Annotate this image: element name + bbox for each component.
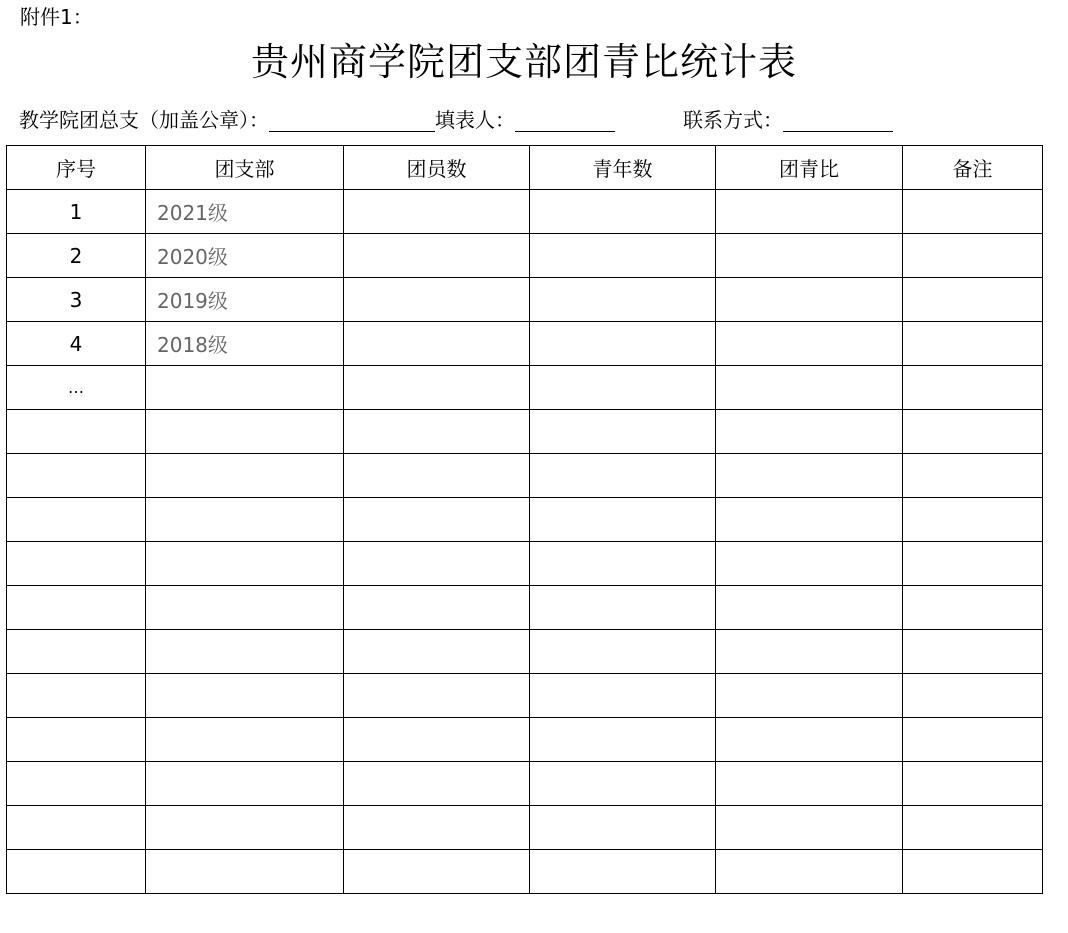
table-row [7,366,1043,410]
attachment-label: 附件1： [20,5,93,29]
cell-members[interactable] [344,366,530,410]
table-row [7,674,1043,718]
college-label: 教学院团总支（加盖公章）： [19,108,269,132]
column-header-ratio: 团青比 [716,146,903,190]
cell-branch[interactable] [146,850,344,894]
table-row [7,190,1043,234]
cell-ratio[interactable] [716,498,903,542]
cell-branch[interactable] [146,762,344,806]
column-header-youth: 青年数 [530,146,716,190]
cell-youth[interactable] [530,850,716,894]
cell-members[interactable] [344,410,530,454]
cell-remarks[interactable] [903,586,1043,630]
page-title: 贵州商学院团支部团青比统计表 [250,40,797,84]
table-row [7,806,1043,850]
cell-remarks[interactable] [903,850,1043,894]
stats-table [6,145,1043,894]
cell-remarks[interactable] [903,278,1043,322]
cell-branch[interactable]: 2021级 [146,190,344,234]
cell-ratio[interactable] [716,542,903,586]
filler-blank-field[interactable] [515,106,615,132]
cell-remarks[interactable] [903,674,1043,718]
cell-remarks[interactable] [903,454,1043,498]
cell-youth[interactable] [530,674,716,718]
cell-members[interactable] [344,762,530,806]
cell-remarks[interactable] [903,322,1043,366]
cell-remarks[interactable] [903,630,1043,674]
table-row [7,234,1043,278]
cell-members[interactable] [344,586,530,630]
cell-seq[interactable] [7,718,146,762]
cell-seq[interactable] [7,806,146,850]
table-row [7,278,1043,322]
cell-ratio[interactable] [716,674,903,718]
cell-ratio[interactable] [716,586,903,630]
cell-youth[interactable] [530,542,716,586]
cell-seq[interactable]: … [7,366,146,410]
cell-ratio[interactable] [716,718,903,762]
cell-youth[interactable] [530,806,716,850]
cell-members[interactable] [344,718,530,762]
cell-branch[interactable] [146,630,344,674]
cell-members[interactable] [344,630,530,674]
cell-ratio[interactable] [716,278,903,322]
cell-seq[interactable] [7,674,146,718]
table-row [7,762,1043,806]
cell-ratio[interactable] [716,454,903,498]
cell-branch[interactable]: 2019级 [146,278,344,322]
cell-remarks[interactable] [903,806,1043,850]
cell-seq[interactable]: 3 [7,278,146,322]
cell-ratio[interactable] [716,806,903,850]
cell-members[interactable] [344,454,530,498]
cell-members[interactable] [344,674,530,718]
cell-seq[interactable]: 2 [7,234,146,278]
table-row [7,322,1043,366]
table-row [7,630,1043,674]
column-header-branch: 团支部 [146,146,344,190]
cell-seq[interactable] [7,630,146,674]
cell-seq[interactable] [7,850,146,894]
filler-label: 填表人： [435,108,515,132]
cell-seq[interactable] [7,410,146,454]
cell-branch[interactable] [146,498,344,542]
cell-seq[interactable] [7,542,146,586]
cell-members[interactable] [344,850,530,894]
column-header-remarks: 备注 [903,146,1043,190]
info-line [19,106,893,134]
cell-branch[interactable] [146,366,344,410]
cell-remarks[interactable] [903,190,1043,234]
cell-branch[interactable] [146,410,344,454]
cell-seq[interactable]: 1 [7,190,146,234]
cell-ratio[interactable] [716,630,903,674]
cell-members[interactable] [344,806,530,850]
cell-ratio[interactable] [716,190,903,234]
cell-seq[interactable] [7,498,146,542]
column-header-members: 团员数 [344,146,530,190]
table-row [7,586,1043,630]
cell-ratio[interactable] [716,234,903,278]
cell-seq[interactable] [7,762,146,806]
cell-remarks[interactable] [903,410,1043,454]
cell-youth[interactable] [530,454,716,498]
cell-ratio[interactable] [716,762,903,806]
cell-youth[interactable] [530,366,716,410]
cell-youth[interactable] [530,498,716,542]
cell-remarks[interactable] [903,542,1043,586]
cell-youth[interactable] [530,718,716,762]
cell-branch[interactable]: 2020级 [146,234,344,278]
cell-members[interactable] [344,278,530,322]
cell-youth[interactable] [530,322,716,366]
cell-remarks[interactable] [903,366,1043,410]
cell-ratio[interactable] [716,410,903,454]
cell-remarks[interactable] [903,498,1043,542]
cell-branch[interactable] [146,454,344,498]
cell-members[interactable] [344,542,530,586]
table-row [7,850,1043,894]
cell-branch[interactable] [146,806,344,850]
cell-branch[interactable]: 2018级 [146,322,344,366]
cell-ratio[interactable] [716,850,903,894]
cell-branch[interactable] [146,718,344,762]
cell-youth[interactable] [530,278,716,322]
cell-youth[interactable] [530,586,716,630]
table-header-row [7,146,1043,190]
table-row [7,454,1043,498]
cell-seq[interactable]: 4 [7,322,146,366]
table-row [7,718,1043,762]
cell-members[interactable] [344,498,530,542]
cell-youth[interactable] [530,234,716,278]
cell-remarks[interactable] [903,718,1043,762]
column-header-seq: 序号 [7,146,146,190]
cell-remarks[interactable] [903,234,1043,278]
cell-youth[interactable] [530,762,716,806]
cell-youth[interactable] [530,630,716,674]
cell-ratio[interactable] [716,366,903,410]
table-row [7,498,1043,542]
table-body [7,190,1043,894]
cell-youth[interactable] [530,410,716,454]
contact-label: 联系方式： [683,108,783,132]
cell-members[interactable] [344,322,530,366]
cell-ratio[interactable] [716,322,903,366]
cell-branch[interactable] [146,674,344,718]
table-row [7,542,1043,586]
cell-youth[interactable] [530,190,716,234]
table-row [7,410,1043,454]
cell-members[interactable] [344,190,530,234]
cell-seq[interactable] [7,586,146,630]
cell-seq[interactable] [7,454,146,498]
cell-branch[interactable] [146,586,344,630]
cell-remarks[interactable] [903,762,1043,806]
cell-members[interactable] [344,234,530,278]
contact-blank-field[interactable] [783,106,893,132]
college-blank-field[interactable] [269,106,435,132]
cell-branch[interactable] [146,542,344,586]
